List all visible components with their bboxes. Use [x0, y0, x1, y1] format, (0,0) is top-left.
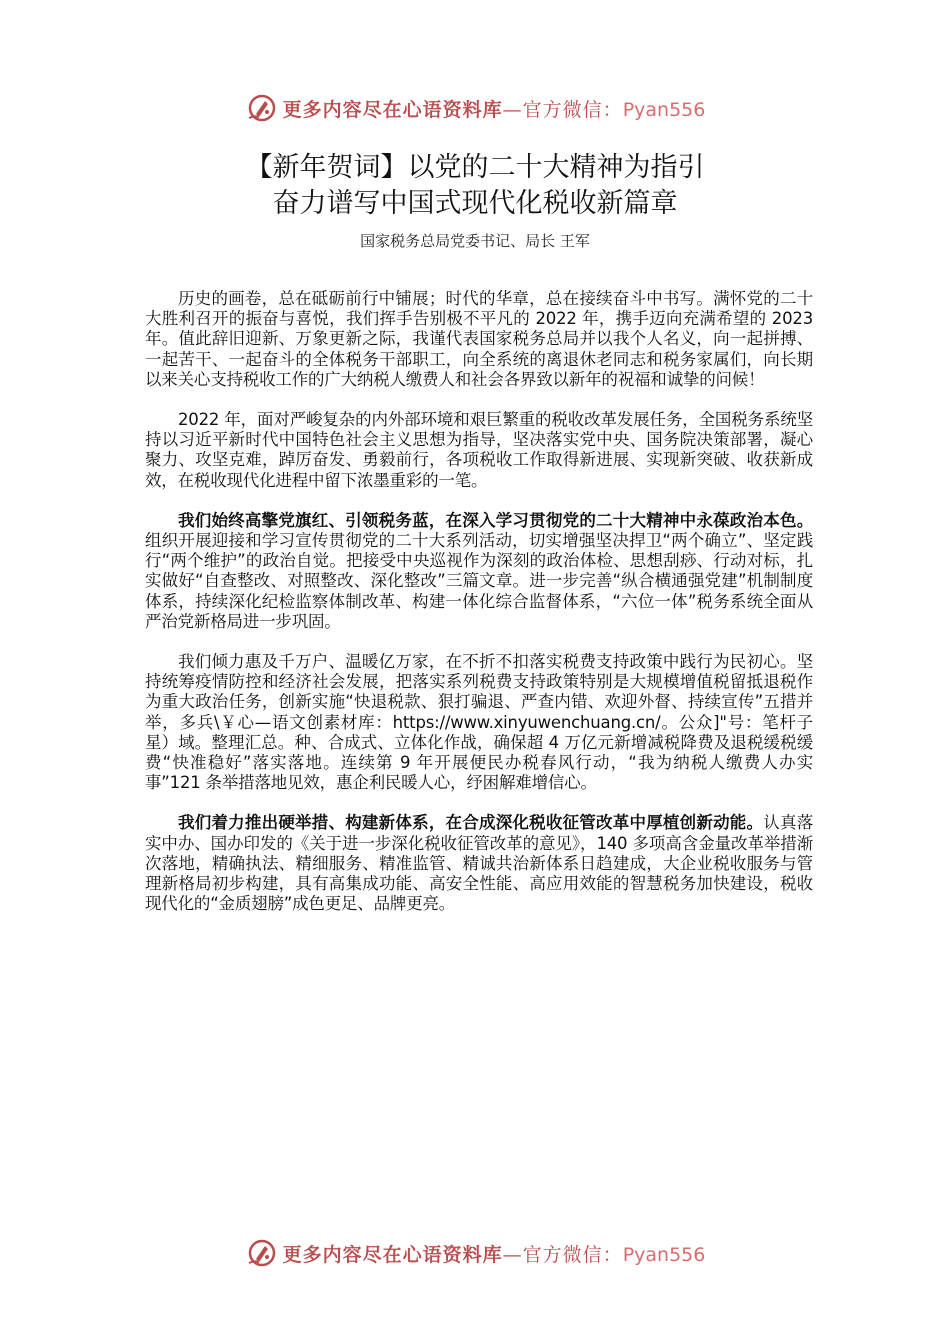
author-byline: 国家税务总局党委书记、局长 王军 — [360, 232, 590, 250]
banner-brand: 更多内容尽在心语资料库 — [282, 98, 503, 121]
footer-banner — [0, 1233, 950, 1273]
page-title-line-2: 奋力谱写中国式现代化税收新篇章 — [272, 188, 678, 219]
footer-banner-brand: 更多内容尽在心语资料库 — [282, 1243, 503, 1266]
footer-banner-handle: Pyan556 — [622, 1243, 706, 1266]
paragraph-1-text: 历史的画卷，总在砥砺前行中铺展；时代的华章，总在接续奋斗中书写。满怀党的二十大胜利召开的振奋与喜悦，我们挥手告别极不平凡的 2022 年，携手迈向充满希望的 2023 年。值此辞旧迎新、万象更新之际，我谨代表国家税务总局并以我个人名义，向一起拼搏、一起苦干、一起奋斗的全体税务干部职工，向全系统的离退休老同志和税务家属们，向长期以来关心支持税收工作的广大纳税人缴费人和社会各界致以新年的祝福和诚挚的问候！ — [145, 289, 813, 389]
banner-wechat-label: 官方微信： — [522, 98, 623, 121]
paragraph-5-lead: 我们着力推出硬举措、构建新体系，在合成深化税收征管改革中厚植创新动能。 — [178, 813, 764, 833]
header-banner — [0, 88, 950, 128]
paragraph-2-text: 2022 年，面对严峻复杂的内外部环境和艰巨繁重的税收改革发展任务，全国税务系统坚持以习近平新时代中国特色社会主义思想为指导，坚决落实党中央、国务院决策部署，凝心聚力、攻坚克难，踔厉奋发、勇毅前行，各项税收工作取得新进展、实现新突破、收获新成效，在税收现代化进程中留下浓墨重彩的一笔。 — [145, 410, 813, 490]
paragraph-5-text: 认真落实中办、国办印发的《关于进一步深化税收征管改革的意见》，140 多项高含金量改革举措渐次落地，精确执法、精细服务、精准监管、精诚共治新体系日趋建成，大企业税收服务与管理新格局初步构建，具有高集成功能、高安全性能、高应用效能的智慧税务加快建设，税收现代化的“金质翅膀”成色更足、品牌更亮。 — [145, 813, 813, 914]
footer-logo-icon — [245, 1237, 277, 1269]
paragraph-4 — [145, 652, 813, 793]
paragraph-4-text: 我们倾力惠及千万户、温暖亿万家，在不折不扣落实税费支持政策中践行为民初心。坚持统筹疫情防控和经济社会发展，把落实系列税费支持政策特别是大规模增值税留抵退税作为重大政治任务，创新实施“快退税款、狠打骗退、严查内错、欢迎外督、持续宣传”五措并举，多兵\￥心—语文创素材库：https://www.xinyuwenchuang.cn/。公众]"号：笔杆子星）域。整理汇总。种、合成式、立体化作战，确保超 4 万亿元新增减税降费及退税缓税缓费“快准稳好”落实落地。连续第 9 年开展便民办税春风行动，“我为纳税人缴费人办实事”121 条举措落地见效，惠企利民暖人心，纾困解难增信心。 — [145, 652, 813, 793]
paragraph-5 — [145, 813, 813, 914]
banner-handle: Pyan556 — [622, 98, 706, 121]
footer-banner-text — [283, 1240, 706, 1267]
footer-banner-dash: — — [502, 1243, 523, 1266]
paragraph-1 — [145, 289, 813, 390]
article-body — [145, 289, 813, 934]
logo-icon — [245, 92, 277, 124]
banner-dash: — — [502, 98, 523, 121]
paragraph-2 — [145, 410, 813, 491]
paragraph-3-text: 组织开展迎接和学习宣传贯彻党的二十大系列活动，切实增强坚决捍卫“两个确立”、坚定践行“两个维护”的政治自觉。把接受中央巡视作为深刻的政治体检、思想刮痧、行动对标，扎实做好“自查整改、对照整改、深化整改”三篇文章。进一步完善“纵合横通强党建”机制制度体系，持续深化纪检监察体制改革、构建一体化综合监督体系，“六位一体”税务系统全面从严治党新格局进一步巩固。 — [145, 531, 813, 631]
page-title-line-1: 【新年贺词】以党的二十大精神为指引 — [245, 152, 705, 183]
paragraph-3-lead: 我们始终高擎党旗红、引领税务蓝，在深入学习贯彻党的二十大精神中永葆政治本色。 — [178, 510, 813, 530]
footer-banner-wechat-label: 官方微信： — [522, 1243, 623, 1266]
paragraph-3 — [145, 511, 813, 632]
footer-banner-content — [245, 1237, 706, 1269]
banner-content — [245, 92, 706, 124]
banner-text — [283, 95, 706, 122]
